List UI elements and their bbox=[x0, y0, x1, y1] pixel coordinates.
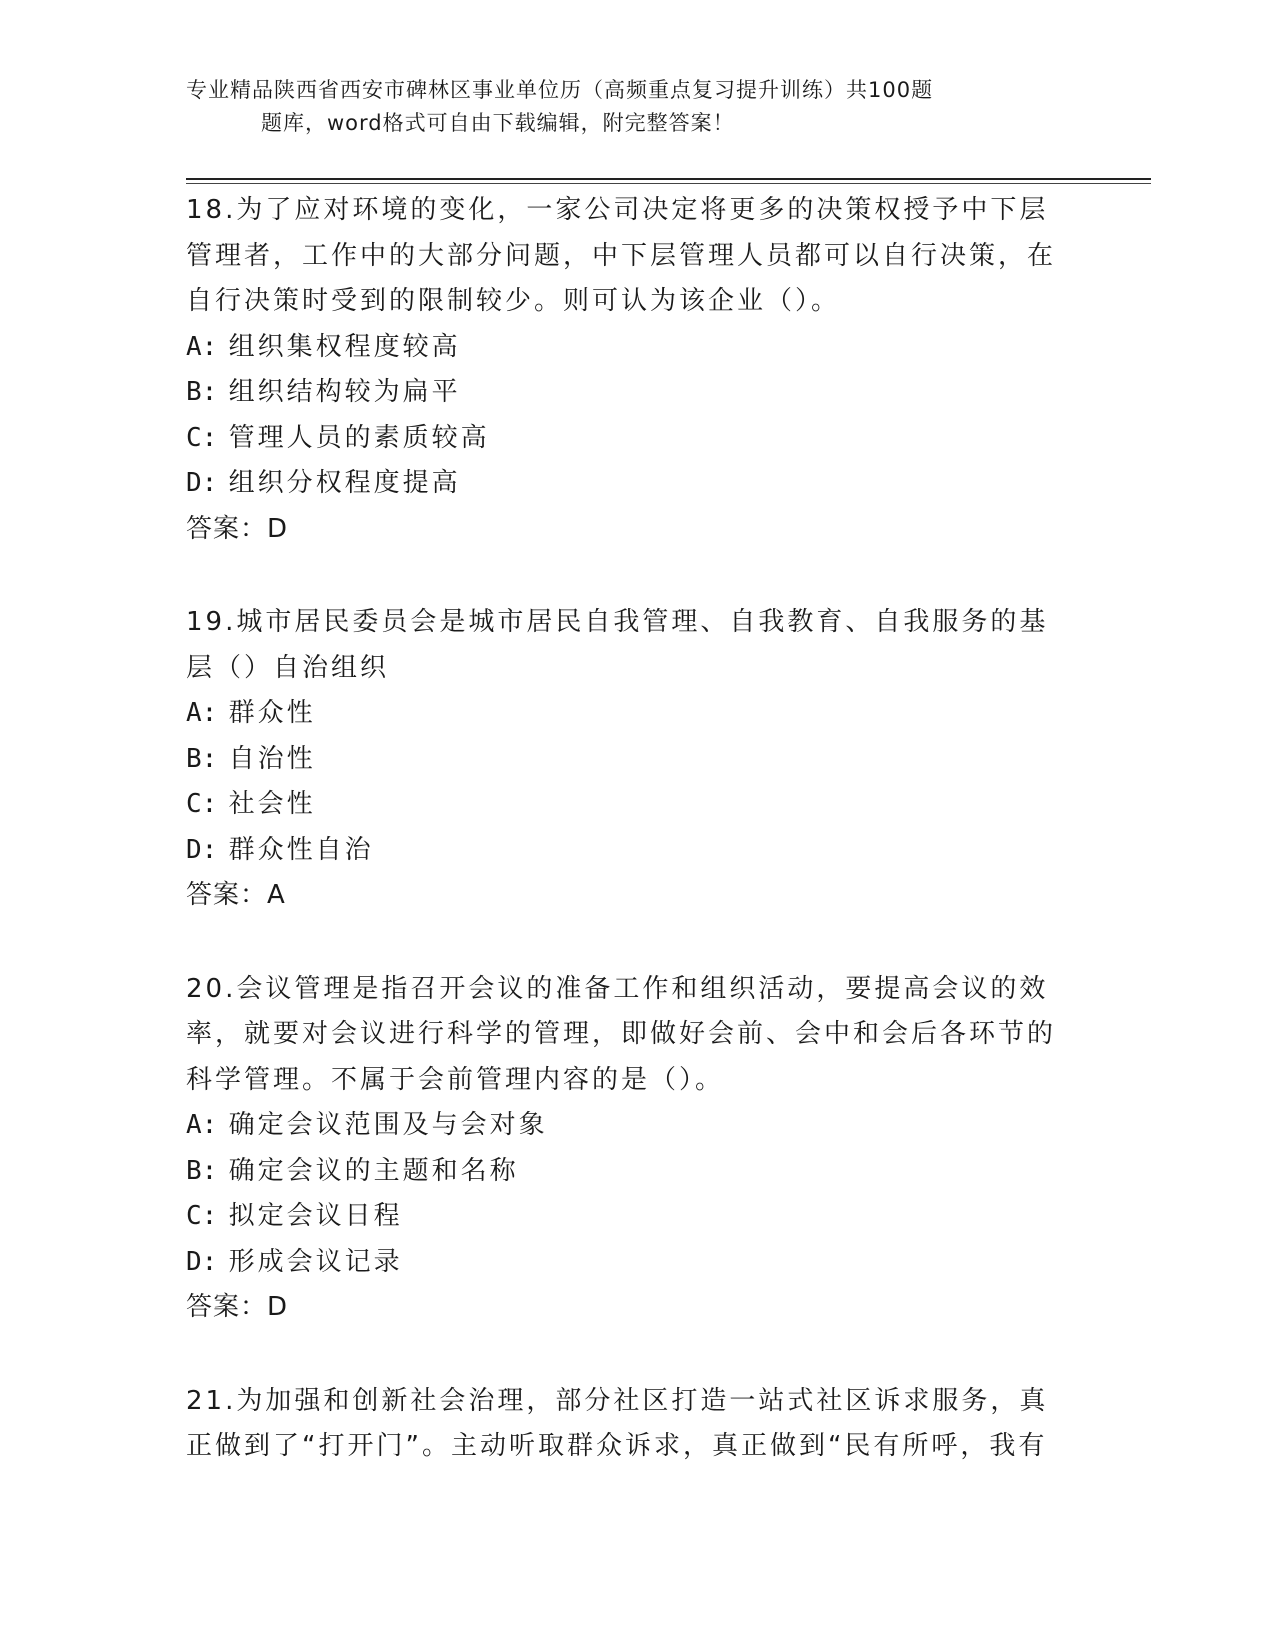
option-text: 确定会议范围及与会对象 bbox=[228, 1110, 548, 1140]
option-text: 拟定会议日程 bbox=[228, 1201, 403, 1231]
question-21 bbox=[186, 1379, 1086, 1470]
question-text: 18.为了应对环境的变化，一家公司决定将更多的决策权授予中下层管理者，工作中的大部分问题，中下层管理人员都可以自行决策，在自行决策时受到的限制较少。则可认为该企业（）。 bbox=[186, 195, 1057, 316]
option-text: 组织分权程度提高 bbox=[228, 468, 461, 498]
header-title-line2: 题库，word格式可自由下载编辑，附完整答案！ bbox=[261, 111, 735, 135]
option-b bbox=[186, 1149, 1086, 1195]
option-text: 组织结构较为扁平 bbox=[228, 377, 461, 407]
question-list bbox=[186, 188, 1086, 1518]
answer-line bbox=[186, 507, 1086, 553]
option-key: B: bbox=[186, 1155, 218, 1186]
option-key: A: bbox=[186, 698, 218, 728]
option-key: A: bbox=[186, 1110, 218, 1140]
answer-label: 答案： bbox=[186, 1292, 268, 1322]
option-b bbox=[186, 737, 1086, 783]
answer-line bbox=[186, 1285, 1086, 1331]
option-d bbox=[186, 1240, 1086, 1286]
option-text: 形成会议记录 bbox=[228, 1246, 403, 1277]
option-key: C: bbox=[186, 1201, 218, 1231]
option-c bbox=[186, 782, 1086, 828]
header-divider-thick bbox=[186, 178, 1151, 180]
option-a bbox=[186, 325, 1086, 371]
document-header bbox=[186, 74, 1066, 140]
option-text: 确定会议的主题和名称 bbox=[228, 1155, 519, 1186]
option-d bbox=[186, 461, 1086, 507]
option-text: 群众性自治 bbox=[228, 834, 374, 865]
option-text: 管理人员的素质较高 bbox=[228, 422, 490, 453]
option-b bbox=[186, 370, 1086, 416]
option-a bbox=[186, 691, 1086, 737]
answer-line bbox=[186, 873, 1086, 919]
question-text: 21.为加强和创新社会治理，部分社区打造一站式社区诉求服务，真正做到了“打开门”。主动听取群众诉求，真正做到“民有所呼，我有 bbox=[186, 1385, 1049, 1461]
question-19 bbox=[186, 600, 1086, 919]
option-key: C: bbox=[186, 422, 218, 453]
option-key: D: bbox=[186, 468, 218, 498]
option-d bbox=[186, 828, 1086, 874]
option-text: 社会性 bbox=[228, 789, 316, 819]
option-key: A: bbox=[186, 331, 218, 362]
option-key: D: bbox=[186, 834, 218, 865]
option-key: D: bbox=[186, 1246, 218, 1277]
answer-value: D bbox=[267, 513, 289, 544]
option-key: C: bbox=[186, 789, 218, 819]
question-18 bbox=[186, 188, 1086, 552]
question-text: 20.会议管理是指召开会议的准备工作和组织活动，要提高会议的效率，就要对会议进行科学的管理，即做好会前、会中和会后各环节的科学管理。不属于会前管理内容的是（）。 bbox=[186, 973, 1057, 1095]
header-divider-thin bbox=[186, 183, 1151, 184]
option-c bbox=[186, 1194, 1086, 1240]
answer-label: 答案： bbox=[186, 513, 268, 544]
option-text: 组织集权程度较高 bbox=[228, 331, 461, 362]
option-key: B: bbox=[186, 743, 218, 774]
question-20 bbox=[186, 967, 1086, 1331]
answer-label: 答案： bbox=[186, 880, 268, 910]
option-key: B: bbox=[186, 377, 218, 407]
option-text: 自治性 bbox=[228, 743, 316, 774]
option-text: 群众性 bbox=[228, 698, 316, 728]
answer-value: D bbox=[267, 1292, 289, 1322]
question-text: 19.城市居民委员会是城市居民自我管理、自我教育、自我服务的基层（）自治组织 bbox=[186, 607, 1049, 683]
option-a bbox=[186, 1103, 1086, 1149]
answer-value: A bbox=[267, 880, 286, 910]
option-c bbox=[186, 416, 1086, 462]
header-title-line1: 专业精品陕西省西安市碑林区事业单位历（高频重点复习提升训练）共100题 bbox=[186, 78, 934, 102]
